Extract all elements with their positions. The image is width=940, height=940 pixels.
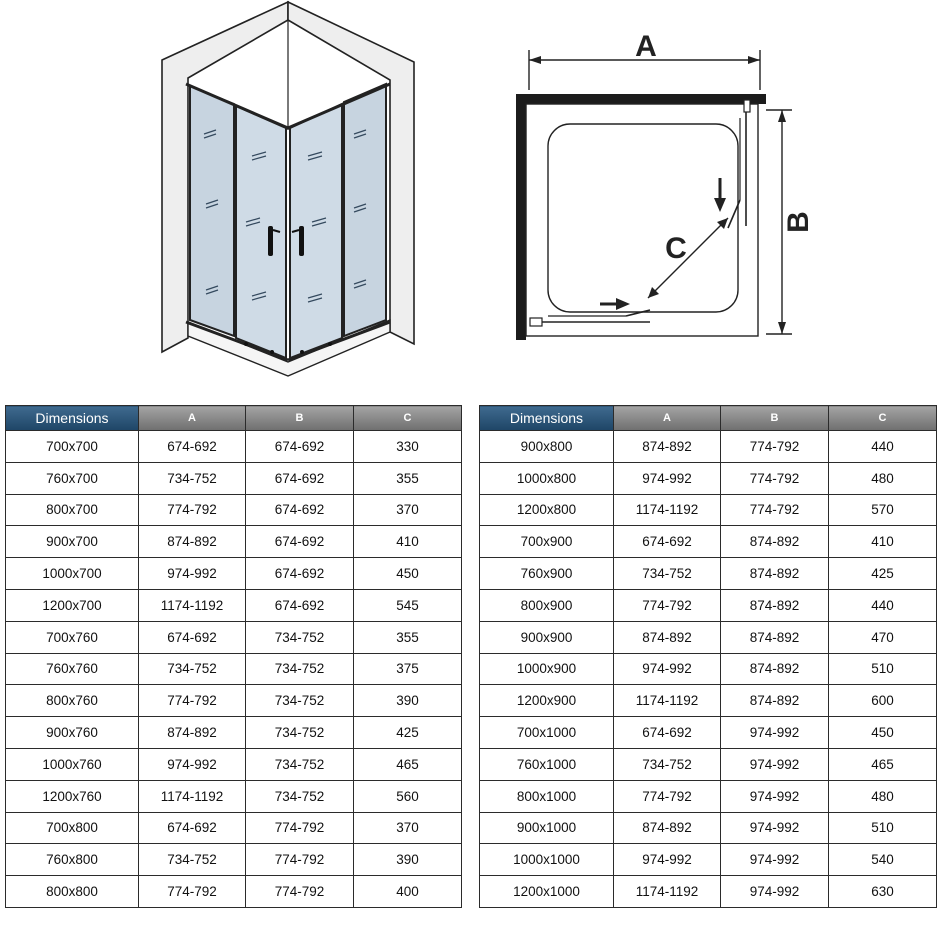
cell-c: 410 (354, 526, 462, 558)
table-row (480, 717, 937, 749)
table-row (480, 431, 937, 463)
cell-c: 400 (354, 876, 462, 908)
cell-b: 874-892 (721, 685, 829, 717)
cell-b: 734-752 (246, 780, 354, 812)
cell-dimensions: 900x1000 (480, 812, 614, 844)
cell-c: 375 (354, 653, 462, 685)
cell-dimensions: 800x900 (480, 589, 614, 621)
cell-a: 774-792 (139, 494, 246, 526)
cell-dimensions: 760x900 (480, 558, 614, 590)
dimensions-table-left (5, 405, 462, 908)
table-row (6, 589, 462, 621)
header-dimensions: Dimensions (6, 406, 139, 431)
cell-dimensions: 760x700 (6, 462, 139, 494)
table-row (480, 558, 937, 590)
cell-c: 465 (829, 748, 937, 780)
cell-a: 874-892 (614, 621, 721, 653)
cell-dimensions: 700x900 (480, 526, 614, 558)
cell-b: 874-892 (721, 589, 829, 621)
cell-b: 774-792 (246, 844, 354, 876)
cell-a: 674-692 (614, 717, 721, 749)
cell-a: 974-992 (139, 558, 246, 590)
cell-c: 370 (354, 812, 462, 844)
cell-dimensions: 760x1000 (480, 748, 614, 780)
table-row (480, 462, 937, 494)
cell-b: 774-792 (246, 812, 354, 844)
cell-b: 674-692 (246, 589, 354, 621)
cell-dimensions: 1200x800 (480, 494, 614, 526)
table-row (480, 621, 937, 653)
cell-b: 734-752 (246, 748, 354, 780)
cell-dimensions: 700x760 (6, 621, 139, 653)
cell-dimensions: 800x800 (6, 876, 139, 908)
table-row (6, 621, 462, 653)
cell-c: 440 (829, 589, 937, 621)
cell-dimensions: 900x900 (480, 621, 614, 653)
cell-c: 355 (354, 621, 462, 653)
dimension-label-b: B (782, 211, 815, 233)
cell-b: 674-692 (246, 558, 354, 590)
cell-dimensions: 1200x760 (6, 780, 139, 812)
cell-a: 674-692 (139, 621, 246, 653)
cell-c: 450 (354, 558, 462, 590)
table-row (6, 526, 462, 558)
top-view-plan (516, 30, 815, 340)
cell-b: 974-992 (721, 812, 829, 844)
cell-b: 974-992 (721, 748, 829, 780)
table-row (6, 685, 462, 717)
cell-c: 355 (354, 462, 462, 494)
header-b: B (721, 406, 829, 431)
cell-c: 510 (829, 812, 937, 844)
cell-b: 674-692 (246, 526, 354, 558)
cell-b: 734-752 (246, 685, 354, 717)
cell-a: 1174-1192 (614, 876, 721, 908)
cell-c: 370 (354, 494, 462, 526)
cell-a: 974-992 (614, 653, 721, 685)
cell-b: 874-892 (721, 653, 829, 685)
cell-a: 874-892 (614, 431, 721, 463)
cell-a: 734-752 (139, 844, 246, 876)
cell-a: 734-752 (139, 462, 246, 494)
cell-b: 734-752 (246, 653, 354, 685)
cell-c: 450 (829, 717, 937, 749)
cell-a: 1174-1192 (614, 494, 721, 526)
cell-a: 974-992 (139, 748, 246, 780)
shower-enclosure-illustration (162, 2, 414, 376)
cell-a: 1174-1192 (139, 780, 246, 812)
cell-c: 480 (829, 462, 937, 494)
header-a: A (139, 406, 246, 431)
cell-b: 874-892 (721, 526, 829, 558)
cell-a: 774-792 (139, 685, 246, 717)
dimensions-table-right (479, 405, 937, 908)
cell-dimensions: 760x800 (6, 844, 139, 876)
cell-c: 630 (829, 876, 937, 908)
cell-dimensions: 800x1000 (480, 780, 614, 812)
table-header-row (480, 406, 937, 431)
cell-dimensions: 1200x1000 (480, 876, 614, 908)
cell-c: 465 (354, 748, 462, 780)
cell-dimensions: 900x800 (480, 431, 614, 463)
cell-a: 774-792 (139, 876, 246, 908)
header-c: C (354, 406, 462, 431)
cell-a: 734-752 (614, 558, 721, 590)
cell-b: 774-792 (721, 462, 829, 494)
cell-dimensions: 1000x800 (480, 462, 614, 494)
cell-c: 390 (354, 844, 462, 876)
table-row (6, 876, 462, 908)
cell-b: 874-892 (721, 558, 829, 590)
cell-c: 480 (829, 780, 937, 812)
cell-b: 774-792 (721, 431, 829, 463)
cell-c: 330 (354, 431, 462, 463)
cell-dimensions: 900x700 (6, 526, 139, 558)
table-body-left (6, 431, 462, 908)
cell-c: 410 (829, 526, 937, 558)
diagram-area (0, 0, 940, 400)
cell-dimensions: 1000x900 (480, 653, 614, 685)
cell-c: 440 (829, 431, 937, 463)
table-row (6, 653, 462, 685)
cell-b: 974-992 (721, 780, 829, 812)
table-row (480, 526, 937, 558)
table-row (6, 812, 462, 844)
table-row (6, 780, 462, 812)
cell-dimensions: 700x700 (6, 431, 139, 463)
table-row (480, 589, 937, 621)
cell-b: 774-792 (721, 494, 829, 526)
table-row (480, 876, 937, 908)
cell-dimensions: 1200x900 (480, 685, 614, 717)
table-header-row (6, 406, 462, 431)
table-row (6, 717, 462, 749)
cell-c: 425 (354, 717, 462, 749)
cell-a: 674-692 (139, 431, 246, 463)
cell-c: 425 (829, 558, 937, 590)
dimension-label-c: C (665, 232, 687, 265)
cell-a: 734-752 (139, 653, 246, 685)
cell-b: 674-692 (246, 462, 354, 494)
table-row (6, 431, 462, 463)
table-row (480, 748, 937, 780)
cell-a: 774-792 (614, 589, 721, 621)
table-row (480, 780, 937, 812)
cell-dimensions: 760x760 (6, 653, 139, 685)
table-row (6, 462, 462, 494)
cell-a: 734-752 (614, 748, 721, 780)
cell-b: 734-752 (246, 621, 354, 653)
cell-dimensions: 900x760 (6, 717, 139, 749)
cell-dimensions: 1200x700 (6, 589, 139, 621)
cell-b: 974-992 (721, 844, 829, 876)
table-row (6, 494, 462, 526)
table-row (6, 748, 462, 780)
cell-c: 540 (829, 844, 937, 876)
cell-c: 470 (829, 621, 937, 653)
header-a: A (614, 406, 721, 431)
cell-c: 390 (354, 685, 462, 717)
cell-a: 874-892 (139, 526, 246, 558)
cell-a: 674-692 (614, 526, 721, 558)
cell-dimensions: 1000x760 (6, 748, 139, 780)
cell-a: 874-892 (614, 812, 721, 844)
header-c: C (829, 406, 937, 431)
cell-b: 734-752 (246, 717, 354, 749)
table-body-right (480, 431, 937, 908)
cell-a: 974-992 (614, 844, 721, 876)
cell-b: 674-692 (246, 494, 354, 526)
table-row (480, 685, 937, 717)
cell-dimensions: 800x700 (6, 494, 139, 526)
table-row (480, 494, 937, 526)
cell-b: 774-792 (246, 876, 354, 908)
cell-c: 570 (829, 494, 937, 526)
table-row (480, 812, 937, 844)
header-dimensions: Dimensions (480, 406, 614, 431)
dimension-label-a: A (635, 30, 657, 63)
cell-b: 974-992 (721, 717, 829, 749)
cell-a: 674-692 (139, 812, 246, 844)
cell-dimensions: 1000x1000 (480, 844, 614, 876)
cell-b: 874-892 (721, 621, 829, 653)
cell-a: 1174-1192 (139, 589, 246, 621)
table-row (480, 844, 937, 876)
cell-dimensions: 700x1000 (480, 717, 614, 749)
cell-b: 974-992 (721, 876, 829, 908)
cell-c: 600 (829, 685, 937, 717)
table-row (480, 653, 937, 685)
header-b: B (246, 406, 354, 431)
cell-a: 774-792 (614, 780, 721, 812)
cell-c: 510 (829, 653, 937, 685)
cell-c: 545 (354, 589, 462, 621)
cell-dimensions: 800x760 (6, 685, 139, 717)
cell-b: 674-692 (246, 431, 354, 463)
cell-dimensions: 1000x700 (6, 558, 139, 590)
table-row (6, 844, 462, 876)
cell-a: 1174-1192 (614, 685, 721, 717)
cell-c: 560 (354, 780, 462, 812)
table-row (6, 558, 462, 590)
cell-a: 974-992 (614, 462, 721, 494)
cell-a: 874-892 (139, 717, 246, 749)
cell-dimensions: 700x800 (6, 812, 139, 844)
